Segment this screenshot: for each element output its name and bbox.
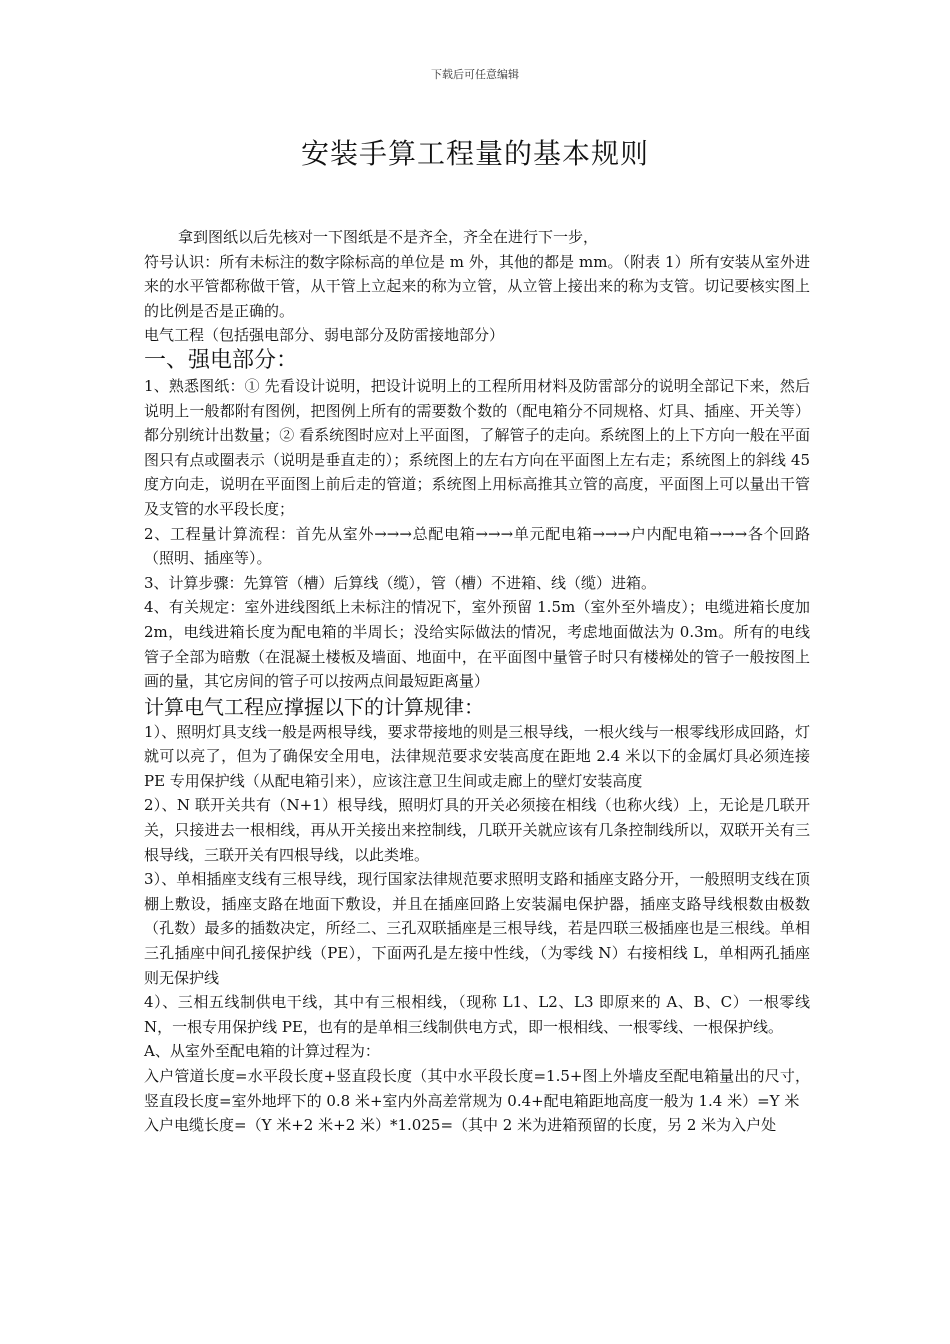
document-body — [144, 225, 810, 1138]
paragraph-familiarize: 1、熟悉图纸：① 先看设计说明，把设计说明上的工程所用材料及防雷部分的说明全部记下来，然后说明上一般都附有图例，把图例上所有的需要数个数的（配电箱分不同规格、灯具、插座、开关等）都分别统计出数量；② 看系统图时应对上平面图，了解管子的走向。系统图上的上下方向一般在平面图只有点或圈表示（说明是垂直走的）；系统图上的左右方向在平面图上左右走；系统图上的斜线 45 度方向走，说明在平面图上前后走的管道；系统图上用标高推其立管的高度，平面图上可以量出干管及支管的水平段长度； — [144, 376, 810, 518]
paragraph-pipe-length: 入户管道长度=水平段长度+竖直段长度（其中水平段长度=1.5+图上外墙皮至配电箱量出的尺寸，竖直段长度=室外地坪下的 0.8 米+室内外高差常规为 0.4+配电箱距地高度一般为 1.4 米）=Y 米 — [144, 1067, 810, 1110]
paragraph-steps: 3、计算步骤：先算管（槽）后算线（缆），管（槽）不进箱、线（缆）进箱。 — [144, 573, 657, 592]
paragraph-rule-2: 2）、N 联开关共有（N+1）根导线，照明灯具的开关必须接在相线（也称火线）上，无论是几联开关，只接进去一根相线，再从开关接出来控制线，几联开关就应该有几条控制线所以，双联开关有三根导线，三联开关有四根导线，以此类堆。 — [144, 796, 810, 864]
page-header: 下载后可任意编辑 — [431, 68, 519, 81]
paragraph-a-heading: A、从室外至配电箱的计算过程为： — [144, 1042, 380, 1061]
paragraph-rule-3: 3）、单相插座支线有三根导线，现行国家法律规范要求照明支路和插座支路分开，一般照明支线在顶棚上敷设，插座支路在地面下敷设，并且在插座回路上安装漏电保护器，插座支路导线根数由极数（孔数）最多的插数决定，所经二、三孔双联插座是三根导线，若是四联三极插座也是三根线。单相三孔插座中间孔接保护线（PE），下面两孔是左接中性线，（为零线 N）右接相线 L，单相两孔插座则无保护线 — [144, 870, 810, 987]
paragraph-cable-length: 入户电缆长度=（Y 米+2 米+2 米）*1.025=（其中 2 米为进箱预留的长度，另 2 米为入户处 — [144, 1116, 777, 1135]
paragraph-rule-4: 4）、三相五线制供电干线，其中有三根相线，（现称 L1、L2、L3 即原来的 A、B、C）一根零线 N，一根专用保护线 PE，也有的是单相三线制供电方式，即一根相线、一根零线、一根保护线。 — [144, 993, 810, 1036]
paragraph-rules: 4、有关规定：室外进线图纸上未标注的情况下，室外预留 1.5m（室外至外墙皮）；电缆进箱长度加 2m，电线进箱长度为配电箱的半周长；没给实际做法的情况，考虑地面做法为 0.3m。所有的电线管子全部为暗敷（在混凝土楼板及墙面、地面中，在平面图中量管子时只有楼梯处的管子一般按图上画的量，其它房间的管子可以按两点间最短距离量） — [144, 598, 810, 691]
document-title: 安装手算工程量的基本规则 — [300, 137, 649, 170]
paragraph-rule-1: 1）、照明灯具支线一般是两根导线，要求带接地的则是三根导线，一根火线与一根零线形成回路，灯就可以亮了，但为了确保安全用电，法律规范要求安装高度在距地 2.4 米以下的金属灯具必须连接 PE 专用保护线（从配电箱引来），应该注意卫生间或走廊上的壁灯安装高度 — [144, 722, 810, 790]
paragraph-electrical: 电气工程（包括强电部分、弱电部分及防雷接地部分） — [144, 326, 505, 345]
section-heading-strong-current: 一、强电部分： — [144, 347, 299, 373]
paragraph-process: 2、工程量计算流程：首先从室外→→→总配电箱→→→单元配电箱→→→户内配电箱→→→各个回路（照明、插座等）。 — [144, 524, 810, 568]
paragraph-symbols: 符号认识：所有未标注的数字除标高的单位是 m 外，其他的都是 mm。（附表 1）所有安装从室外进来的水平管都称做干管，从干管上立起来的称为立管，从立管上接出来的称为支管。切记要核实图上的比例是否是正确的。 — [144, 252, 810, 320]
section-heading-rules: 计算电气工程应撑握以下的计算规律： — [144, 694, 484, 719]
paragraph-intro: 拿到图纸以后先核对一下图纸是不是齐全，齐全在进行下一步， — [178, 228, 599, 246]
